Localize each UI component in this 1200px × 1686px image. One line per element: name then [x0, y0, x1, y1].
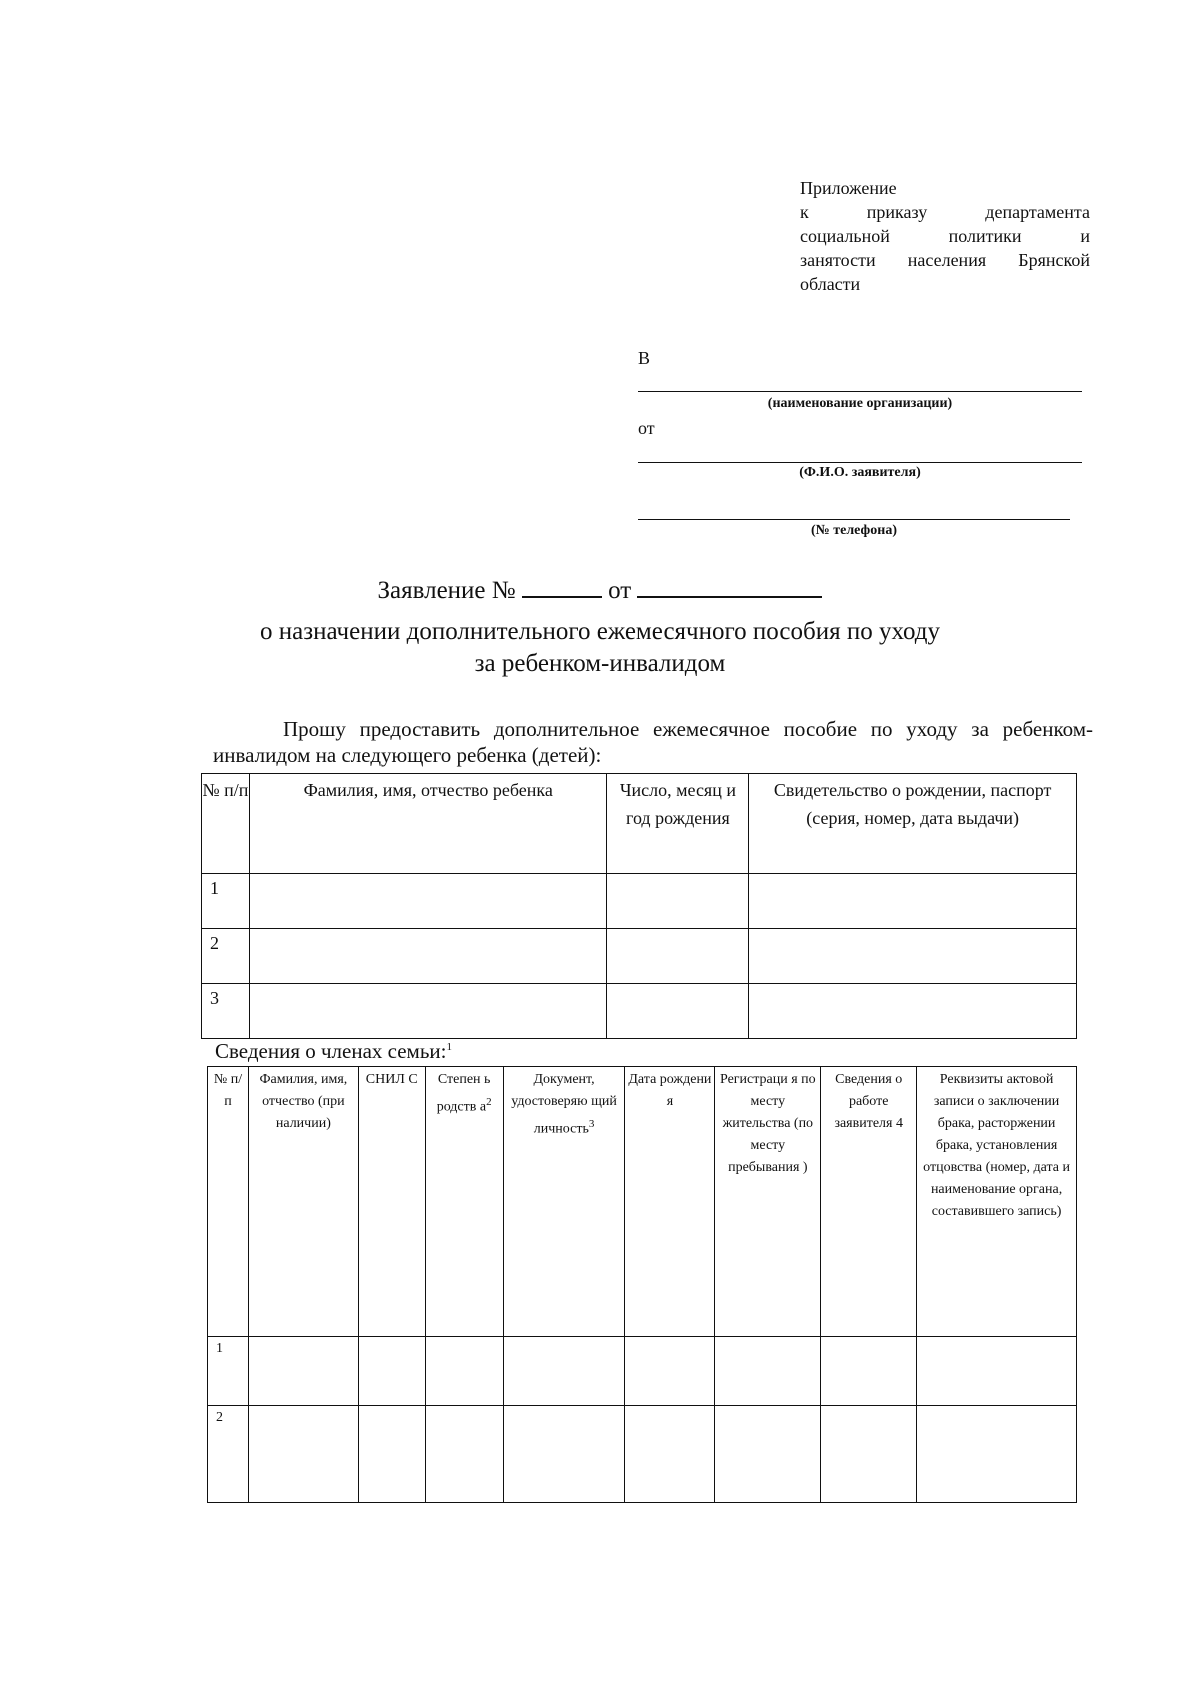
column-header: Фамилия, имя, отчество (при наличии) — [248, 1067, 358, 1337]
footnote-marker: 3 — [588, 1118, 595, 1130]
column-header: Регистраци я по месту жительства (по месту пребывания ) — [715, 1067, 821, 1337]
member-act-record-cell[interactable] — [917, 1337, 1077, 1406]
appendix-line: социальной политики и — [800, 226, 1090, 246]
member-snils-cell[interactable] — [358, 1337, 425, 1406]
phone-caption: (№ телефона) — [811, 523, 897, 538]
title-from: от — [608, 577, 632, 604]
child-name-cell[interactable] — [249, 984, 607, 1039]
row-number: 1 — [208, 1337, 249, 1406]
column-header: № п/п — [202, 774, 250, 874]
column-header: Дата рождени я — [625, 1067, 715, 1337]
member-birthdate-cell[interactable] — [625, 1406, 715, 1503]
organization-line[interactable] — [638, 391, 1082, 392]
table-row — [208, 1337, 1077, 1406]
appendix-line: области — [800, 274, 861, 294]
member-snils-cell[interactable] — [358, 1406, 425, 1503]
child-birthdate-cell[interactable] — [607, 984, 749, 1039]
column-header: Число, месяц и год рождения — [607, 774, 749, 874]
children-table — [201, 773, 1077, 1039]
member-document-cell[interactable] — [503, 1406, 625, 1503]
subtitle-line: о назначении дополнительного ежемесячного пособия по уходу — [259, 618, 941, 645]
table-row — [202, 984, 1077, 1039]
table-row — [202, 874, 1077, 929]
child-document-cell[interactable] — [749, 929, 1077, 984]
member-work-cell[interactable] — [821, 1406, 917, 1503]
member-registration-cell[interactable] — [715, 1406, 821, 1503]
table-header-row — [208, 1067, 1077, 1337]
title-prefix: Заявление № — [377, 577, 516, 604]
organization-caption: (наименование организации) — [767, 396, 953, 411]
application-date-field[interactable] — [637, 574, 822, 598]
appendix-line: занятости населения Брянской — [800, 250, 1090, 270]
footnote-marker: 2 — [486, 1096, 492, 1108]
request-line: Прошу предоставить дополнительное ежемесячное пособие по уходу за ребенком- — [283, 717, 1093, 741]
member-work-cell[interactable] — [821, 1337, 917, 1406]
column-header: Сведения о работе заявителя 4 — [821, 1067, 917, 1337]
child-birthdate-cell[interactable] — [607, 874, 749, 929]
column-header: Свидетельство о рождении, паспорт (серия, номер, дата выдачи) — [749, 774, 1077, 874]
application-number-field[interactable] — [522, 574, 602, 598]
member-registration-cell[interactable] — [715, 1337, 821, 1406]
column-header: № п/ п — [208, 1067, 249, 1337]
family-title-text: Сведения о членах семьи: — [215, 1039, 447, 1063]
child-birthdate-cell[interactable] — [607, 929, 749, 984]
from-label: от — [638, 418, 655, 438]
column-header: СНИЛ С — [358, 1067, 425, 1337]
request-line: инвалидом на следующего ребенка (детей): — [213, 743, 602, 767]
appendix-line: Приложение — [800, 178, 897, 198]
table-row — [202, 929, 1077, 984]
member-name-cell[interactable] — [248, 1337, 358, 1406]
applicant-name-caption: (Ф.И.О. заявителя) — [799, 465, 921, 480]
row-number: 2 — [202, 929, 250, 984]
appendix-line: к приказу департамента — [800, 202, 1090, 222]
application-subtitle — [0, 616, 1200, 680]
column-header: Реквизиты актовой записи о заключении брака, расторжении брака, установления отцовства (номер, дата и наименование органа, составившего запись) — [917, 1067, 1077, 1337]
column-header: Фамилия, имя, отчество ребенка — [249, 774, 607, 874]
member-act-record-cell[interactable] — [917, 1406, 1077, 1503]
family-section-title — [215, 1039, 452, 1064]
family-table — [207, 1066, 1077, 1503]
member-kinship-cell[interactable] — [425, 1406, 503, 1503]
member-name-cell[interactable] — [248, 1406, 358, 1503]
member-document-cell[interactable] — [503, 1337, 625, 1406]
request-paragraph — [213, 716, 1093, 768]
appendix-block — [800, 176, 1090, 296]
column-header — [503, 1067, 625, 1337]
member-kinship-cell[interactable] — [425, 1337, 503, 1406]
application-title — [0, 574, 1200, 605]
table-header-row — [202, 774, 1077, 874]
to-label: В — [638, 348, 651, 368]
row-number: 1 — [202, 874, 250, 929]
applicant-name-line[interactable] — [638, 462, 1082, 463]
column-header-text: Документ, удостоверяю щий личность — [511, 1072, 617, 1137]
child-document-cell[interactable] — [749, 984, 1077, 1039]
table-row — [208, 1406, 1077, 1503]
row-number: 2 — [208, 1406, 249, 1503]
phone-line[interactable] — [638, 519, 1070, 520]
member-birthdate-cell[interactable] — [625, 1337, 715, 1406]
subtitle-line: за ребенком-инвалидом — [474, 650, 726, 677]
row-number: 3 — [202, 984, 250, 1039]
footnote-marker: 1 — [446, 1041, 452, 1053]
child-name-cell[interactable] — [249, 874, 607, 929]
column-header-text: Степен ь родств а — [436, 1072, 491, 1115]
child-document-cell[interactable] — [749, 874, 1077, 929]
column-header — [425, 1067, 503, 1337]
child-name-cell[interactable] — [249, 929, 607, 984]
